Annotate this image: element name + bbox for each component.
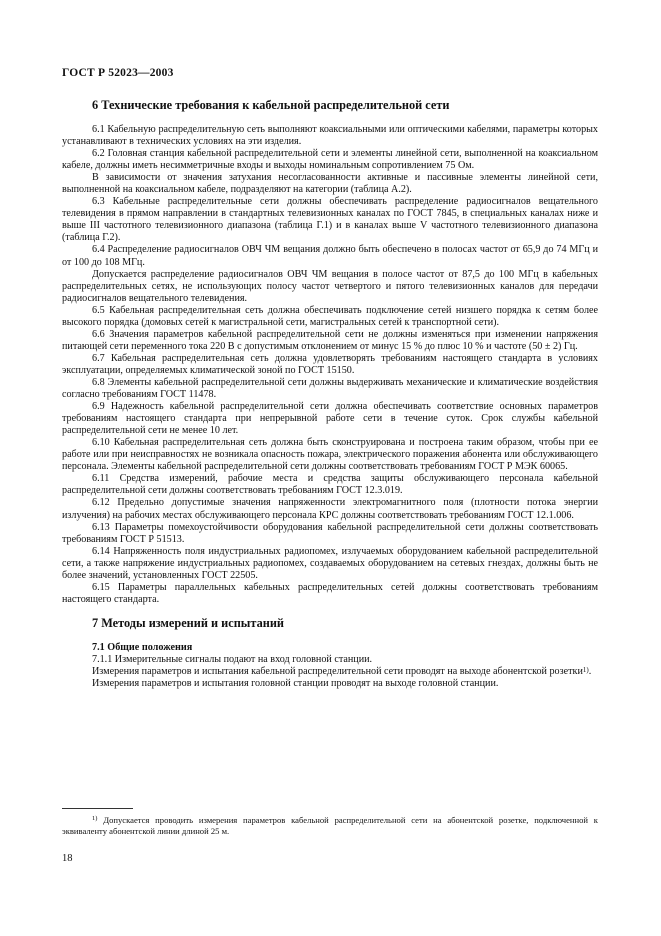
footnote bbox=[62, 815, 598, 837]
paragraph-6-7: 6.7 Кабельная распределительная сеть должна удовлетворять требованиям настоящего стандарта в условиях эксплуатации, определяемых климатической зоной по ГОСТ 15150. bbox=[62, 352, 598, 376]
paragraph-7-1-1-cont bbox=[62, 666, 598, 678]
main-content bbox=[62, 98, 598, 690]
footnote-divider bbox=[62, 808, 133, 809]
footnote-text: Допускается проводить измерения параметров кабельной распределительной сети на абонентской розетке, подключенной к эквиваленту абонентской линии длиной 25 м. bbox=[62, 815, 598, 836]
paragraph-6-4-cont: Допускается распределение радиосигналов ОВЧ ЧМ вещания в полосе частот от 87,5 до 100 МГц в кабельных распределительных сетях, не использующих полосу частот четвертого и пятого телевизионных каналов для передачи радиосигналов вещательного телевидения. bbox=[62, 268, 598, 304]
paragraph-7-1-1: 7.1.1 Измерительные сигналы подают на вход головной станции. bbox=[92, 653, 373, 665]
paragraph-6-4: 6.4 Распределение радиосигналов ОВЧ ЧМ вещания должно быть обеспечено в полосах частот от 65,9 до 74 МГц и от 100 до 108 МГц. bbox=[62, 244, 598, 268]
section-6-title: 6 Технические требования к кабельной распределительной сети bbox=[92, 98, 450, 112]
paragraph-6-3: 6.3 Кабельные распределительные сети должны обеспечивать распределение радиосигналов вещательного телевидения в прямом направлении в стандартных телевизионных каналах по ГОСТ 7845, в специальных каналах ниже и выше III частотного телевизионного диапазона (таблица Г.1) и в каналах выше V частотного телевизионного диапазона (таблица Г.2). bbox=[62, 196, 598, 244]
subsection-7-1-title: 7.1 Общие положения bbox=[92, 641, 193, 653]
footnote-reference: 1) bbox=[582, 665, 589, 674]
paragraph-6-9: 6.9 Надежность кабельной распределительной сети должна обеспечивать соответствие основных параметров требованиям настоящего стандарта при непрерывной работе сети в течение суток. Срок службы кабельной распределительной сети не менее 10 лет. bbox=[62, 401, 598, 437]
paragraph-6-14: 6.14 Напряженность поля индустриальных радиопомех, излучаемых оборудованием кабельной распределительной сети, а также напряжение индустриальных радиопомех, создаваемых оборудованием на сетевых гнездах, должны быть не более значений, установленных ГОСТ 22505. bbox=[62, 545, 598, 581]
paragraph-6-5: 6.5 Кабельная распределительная сеть должна обеспечивать подключение сетей низшего порядка к сетям более высокого порядка (домовых сетей к магистральной сети, магистральных сетей к транспортной сети). bbox=[62, 304, 598, 328]
section-7-title: 7 Методы измерений и испытаний bbox=[92, 615, 284, 630]
paragraph-6-6: 6.6 Значения параметров кабельной распределительной сети не должны изменяться при изменении напряжения питающей сети переменного тока 220 В с допустимым отклонением от минус 15 % до плюс 10 % и частоте (50 ± 2) Гц. bbox=[62, 328, 598, 352]
paragraph-6-13: 6.13 Параметры помехоустойчивости оборудования кабельной распределительной сети должны соответствовать требованиям ГОСТ Р 51513. bbox=[62, 521, 598, 545]
paragraph-end-period: . bbox=[588, 665, 592, 677]
paragraph-6-1: 6.1 Кабельную распределительную сеть выполняют коаксиальными или оптическими кабелями, параметры которых устанавливают в технических условиях на эти изделия. bbox=[62, 124, 598, 148]
paragraph-6-2-cont: В зависимости от значения затухания несогласованности активные и пассивные элементы линейной сети, выполненной на коаксиальном кабеле, подразделяют на категории (таблица А.2). bbox=[62, 172, 598, 196]
page-number: 18 bbox=[62, 853, 73, 864]
paragraph-7-1-1-cont-text: Измерения параметров и испытания кабельной распределительной сети проводят на выходе абонентской розетки bbox=[92, 665, 583, 677]
paragraph-7-1-1-cont2: Измерения параметров и испытания головной станции проводят на выходе головной станции. bbox=[92, 678, 499, 690]
document-header: ГОСТ Р 52023—2003 bbox=[62, 67, 174, 79]
paragraph-6-8: 6.8 Элементы кабельной распределительной сети должны выдерживать механические и климатические воздействия согласно требованиям ГОСТ 11478. bbox=[62, 376, 598, 401]
paragraph-6-15: 6.15 Параметры параллельных кабельных распределительных сетей должны соответствовать требованиям настоящего стандарта. bbox=[62, 581, 598, 605]
paragraph-6-11: 6.11 Средства измерений, рабочие места и средства защиты обслуживающего персонала кабельной распределительной сети должны соответствовать требованиям ГОСТ 12.3.019. bbox=[62, 473, 598, 497]
footnote-mark: 1) bbox=[92, 815, 98, 822]
paragraph-6-12: 6.12 Предельно допустимые значения напряженности электромагнитного поля (плотности потока энергии излучения) на рабочих местах обслуживающего персонала КРС должны соответствовать требованиям ГОСТ 12.1.006. bbox=[62, 497, 598, 521]
paragraph-6-10: 6.10 Кабельная распределительная сеть должна быть сконструирована и построена таким образом, чтобы при ее работе или при неисправностях не возникала опасность пожара, электрического поражения абонента или обслуживающего персонала. Элементы кабельной распределительной сети должны соответствовать требованиям ГОСТ Р МЭК 60065. bbox=[62, 437, 598, 473]
paragraph-6-2: 6.2 Головная станция кабельной распределительной сети и элементы линейной сети, выполненной на коаксиальном кабеле, должны иметь несимметричные входы и выходы номинальным сопротивлением 75 Ом. bbox=[62, 148, 598, 172]
